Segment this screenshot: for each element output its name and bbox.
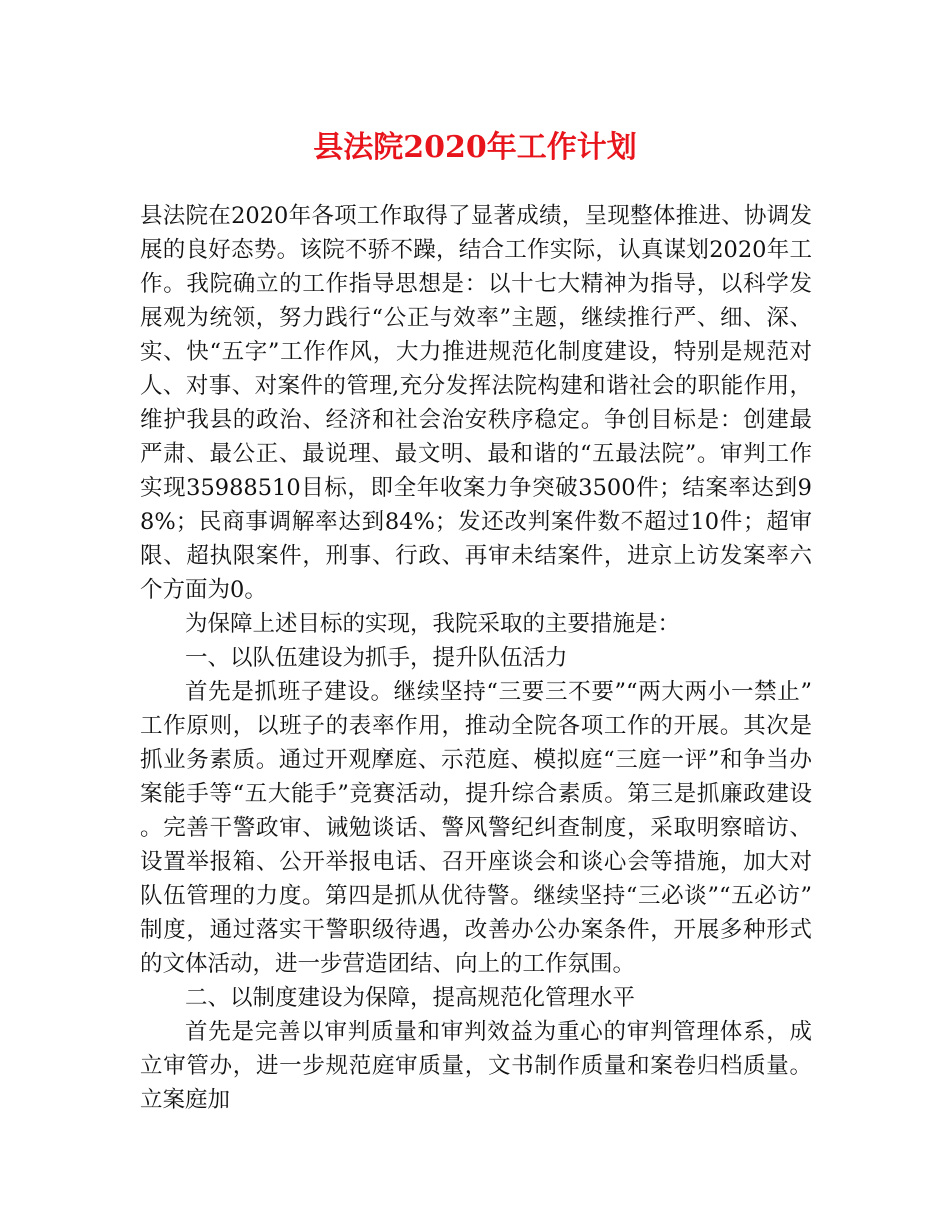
document-title: 县法院2020年工作计划 [313, 130, 637, 165]
paragraph-measures-intro: 为保障上述目标的实现，我院采取的主要措施是： [185, 611, 681, 637]
paragraph-system-building: 首先是完善以审判质量和审判效益为重心的审判管理体系，成立审管办，进一步规范庭审质量，文书制作质量和案卷归档质量。立案庭加 [140, 1019, 812, 1113]
section-heading-1: 一、以队伍建设为抓手，提升队伍活力 [185, 645, 568, 671]
paragraph-intro: 县法院在2020年各项工作取得了显著成绩，呈现整体推进、协调发展的良好态势。该院不骄不躁，结合工作实际，认真谋划2020年工作。我院确立的工作指导思想是：以十七大精神为指导，以科学发展观为统领，努力践行“公正与效率”主题，继续推行严、细、深、实、快“五字”工作作风，大力推进规范化制度建设，特别是规范对人、对事、对案件的管理,充分发挥法院构建和谐社会的职能作用，维护我县的政治、经济和社会治安秩序稳定。争创目标是：创建最严肃、最公正、最说理、最文明、最和谐的“五最法院”。审判工作实现35988510目标，即全年收案力争突破3500件；结案率达到98%；民商事调解率达到84%；发还改判案件数不超过10件；超审限、超执限案件，刑事、行政、再审未结案件，进京上访发案率六个方面为0。 [140, 203, 812, 603]
paragraph-team-building: 首先是抓班子建设。继续坚持“三要三不要”“两大两小一禁止”工作原则，以班子的表率作用，推动全院各项工作的开展。其次是抓业务素质。通过开观摩庭、示范庭、模拟庭“三庭一评”和争当办案能手等“五大能手”竞赛活动，提升综合素质。第三是抓廉政建设。完善干警政审、诫勉谈话、警风警纪纠查制度，采取明察暗访、设置举报箱、公开举报电话、召开座谈会和谈心会等措施，加大对队伍管理的力度。第四是抓从优待警。继续坚持“三必谈”“五必访”制度，通过落实干警职级待遇，改善办公办案条件，开展多种形式的文体活动，进一步营造团结、向上的工作氛围。 [140, 679, 812, 977]
section-heading-2: 二、以制度建设为保障，提高规范化管理水平 [185, 985, 636, 1011]
document-body [140, 199, 812, 1117]
